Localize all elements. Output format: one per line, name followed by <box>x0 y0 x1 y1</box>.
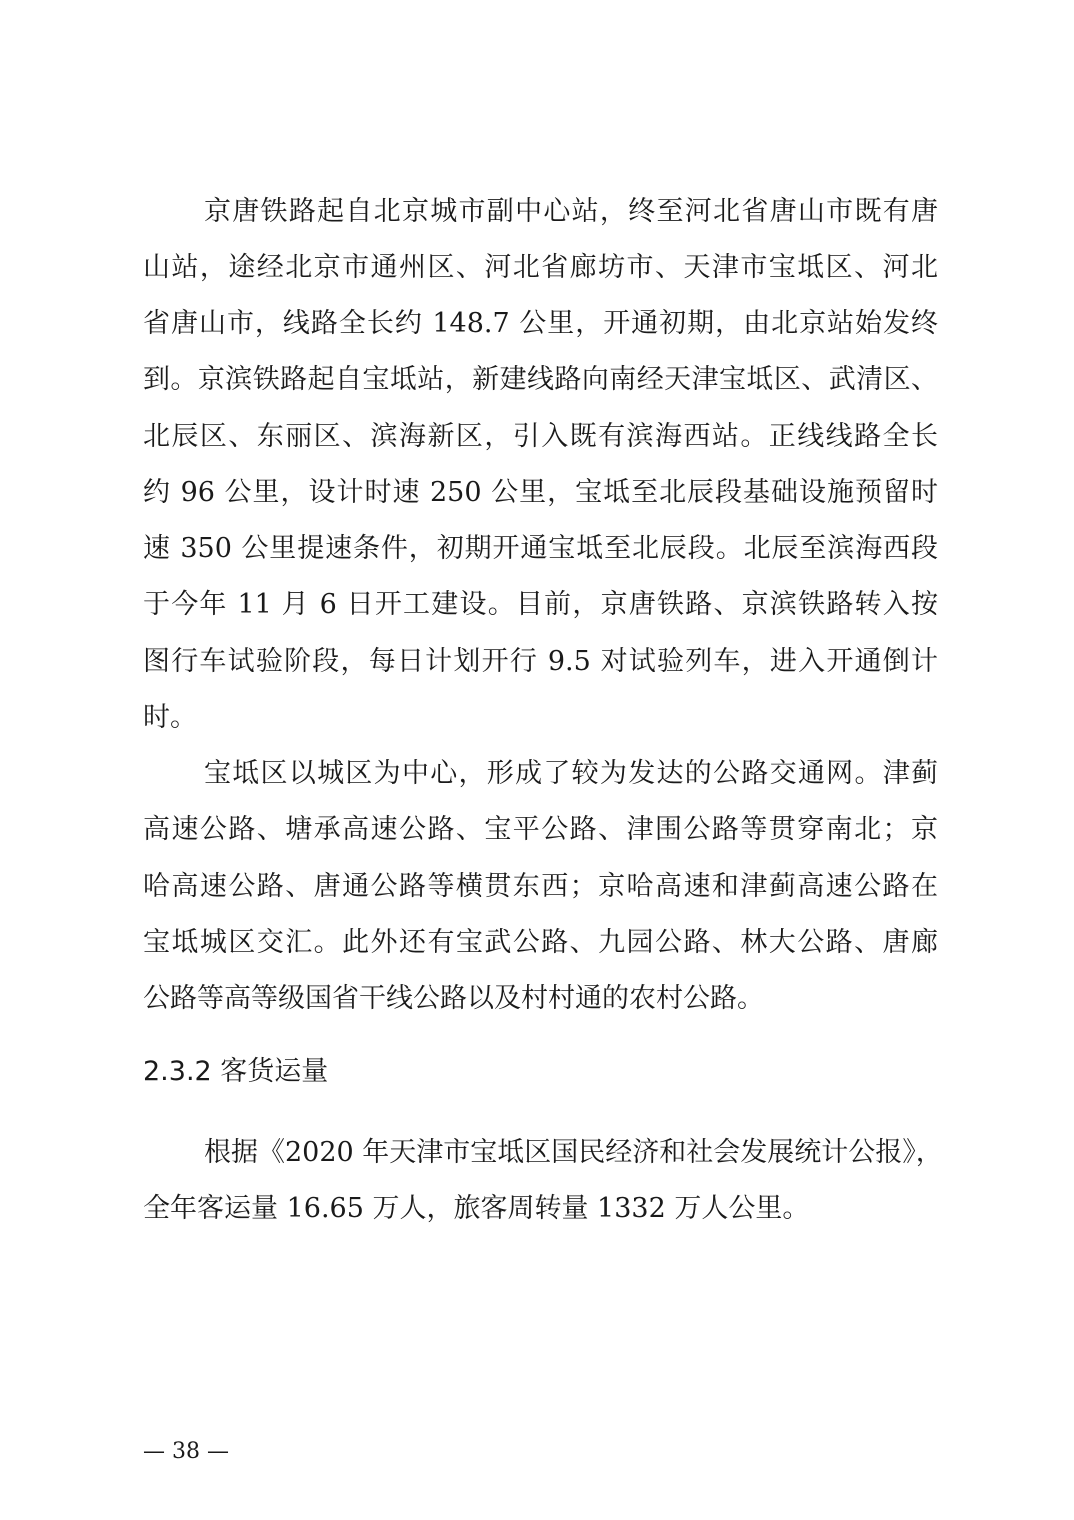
paragraph-1-line-7: 速 350 公里提速条件，初期开通宝坻至北辰段。北辰至滨海西段 <box>143 533 938 564</box>
paragraph-2-line-1: 宝坻区以城区为中心，形成了较为发达的公路交通网。津蓟 <box>204 758 938 789</box>
paragraph-1-line-4: 到。京滨铁路起自宝坻站，新建线路向南经天津宝坻区、武清区、 <box>143 364 938 395</box>
section-paragraph-line-2: 全年客运量 16.65 万人，旅客周转量 1332 万人公里。 <box>143 1193 810 1224</box>
paragraph-2-line-5: 公路等高等级国省干线公路以及村村通的农村公路。 <box>143 983 764 1014</box>
page-number: — 38 — <box>143 1439 229 1464</box>
paragraph-1-line-10: 时。 <box>143 702 197 733</box>
section-paragraph-line-1: 根据《2020 年天津市宝坻区国民经济和社会发展统计公报》， <box>204 1137 943 1168</box>
paragraph-1-line-3: 省唐山市，线路全长约 148.7 公里，开通初期，由北京站始发终 <box>143 308 938 339</box>
paragraph-2-line-4: 宝坻城区交汇。此外还有宝武公路、九园公路、林大公路、唐廊 <box>143 927 938 958</box>
paragraph-1-line-1: 京唐铁路起自北京城市副中心站，终至河北省唐山市既有唐 <box>204 196 938 227</box>
paragraph-1-line-8: 于今年 11 月 6 日开工建设。目前，京唐铁路、京滨铁路转入按 <box>143 589 938 620</box>
section-heading: 2.3.2 客货运量 <box>143 1056 329 1087</box>
paragraph-1-line-6: 约 96 公里，设计时速 250 公里，宝坻至北辰段基础设施预留时 <box>143 477 938 508</box>
paragraph-1-line-5: 北辰区、东丽区、滨海新区，引入既有滨海西站。正线线路全长 <box>143 421 938 452</box>
paragraph-1-line-9: 图行车试验阶段，每日计划开行 9.5 对试验列车，进入开通倒计 <box>143 646 938 677</box>
paragraph-1-line-2: 山站，途经北京市通州区、河北省廊坊市、天津市宝坻区、河北 <box>143 252 938 283</box>
paragraph-2-line-2: 高速公路、塘承高速公路、宝平公路、津围公路等贯穿南北；京 <box>143 814 938 845</box>
paragraph-2-line-3: 哈高速公路、唐通公路等横贯东西；京哈高速和津蓟高速公路在 <box>143 871 938 902</box>
